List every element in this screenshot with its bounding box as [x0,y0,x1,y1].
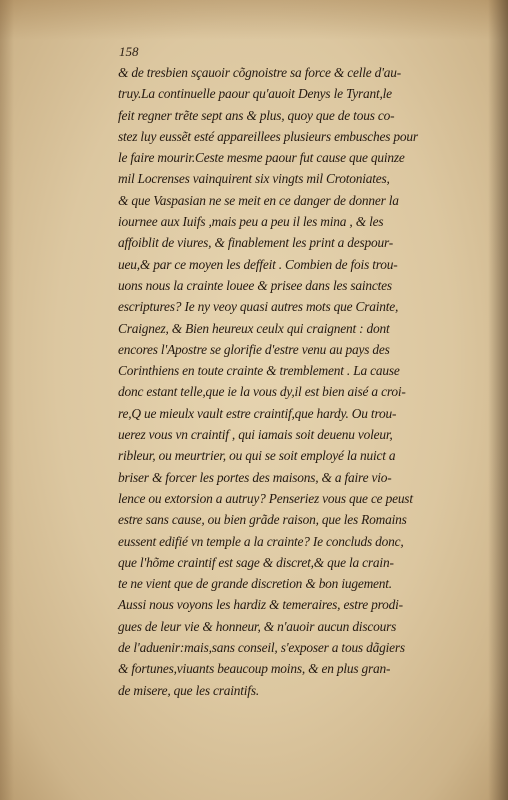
text-line: le faire mourir.Ceste mesme paour fut cause que quinze [118,150,405,166]
text-line: Corinthiens en toute crainte & tremblement . La cause [118,363,400,379]
page-stain-top [0,0,508,40]
text-line: que l'hõme craintif est sage & discret,& que la crain- [118,554,394,570]
text-line: estre sans cause, ou bien grãde raison, que les Romains [118,512,407,528]
text-line: de misere, que les craintifs. [118,682,259,698]
text-line: eussent edifié vn temple a la crainte? Ie concluds donc, [118,533,404,549]
text-line: iournee aux Iuifs ,mais peu a peu il les mina , & les [118,214,384,230]
text-line: ribleur, ou meurtrier, ou qui se soit employé la nuict a [118,448,396,464]
text-line: donc estant telle,que ie la vous dy,il est bien aisé a croi- [118,384,406,400]
text-line: & de tresbien sçauoir cõgnoistre sa force & celle d'au- [118,65,402,80]
text-line: briser & forcer les portes des maisons, & a faire vio- [118,469,392,485]
text-line: te ne vient que de grande discretion & bon iugement. [118,576,392,592]
text-line: stez luy eussẽt esté appareillees plusieurs embusches pour [118,128,418,144]
text-line: gues de leur vie & honneur, & n'auoir aucun discours [118,618,397,634]
page-stain-left [0,0,14,800]
page-binding-shadow [488,0,508,800]
text-line: escriptures? Ie ny veoy quasi autres mots que Crainte, [118,299,399,315]
text-line: mil Locrenses vainquirent six vingts mil Crotoniates, [118,171,390,187]
text-line: Aussi nous voyons les hardiz & temeraires, estre prodi- [118,597,403,613]
text-line: de l'aduenir:mais,sans conseil, s'exposer a tous dãgiers [118,640,405,656]
text-line: ueu,& par ce moyen les deffeit . Combien de fois trou- [118,256,398,272]
body-text [118,62,474,701]
text-line: & fortunes,viuants beaucoup moins, & en plus gran- [118,661,391,677]
text-line: lence ou extorsion a autruy? Penseriez vous que ce peust [118,490,413,506]
text-line: re,Q ue mieulx vault estre craintif,que hardy. Ou trou- [118,405,397,421]
text-line: encores l'Apostre se glorifie d'estre venu au pays des [118,341,390,357]
text-line: Craignez, & Bien heureux ceulx qui craignent : dont [118,320,390,336]
text-line: feit regner trẽte sept ans & plus, quoy que de tous co- [118,107,395,123]
text-line: truy.La continuelle paour qu'auoit Denys le Tyrant,le [118,86,392,102]
text-line: uons nous la crainte louee & prisee dans les sainctes [118,277,392,293]
text-line: & que Vaspasian ne se meit en ce danger de donner la [118,192,399,208]
page-number: 158 [119,44,139,59]
text-line: affoiblit de viures, & finablement les print a despour- [118,235,393,251]
text-line: uerez vous vn craintif , qui iamais soit deuenu voleur, [118,427,393,443]
